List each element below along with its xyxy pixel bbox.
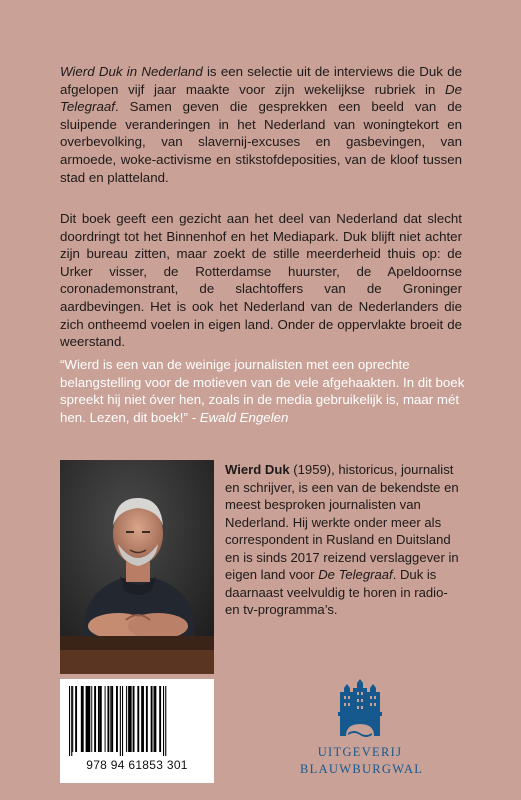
blurb-paragraph-2: Dit boek geeft een gezicht aan het deel van Nederland dat slecht doordringt tot het Binnenhof en het Mediapark. Duk blijft niet achter zijn bureau zitten, maar zoekt de stille meerderheid thuis op: de Urker visser, de Rotterdamse huurster, de Apeldoornse coronademonstrant, de slachtoffers van de Groninger aardbevingen. Het is ook het Nederland van de Nederlanders die zich ontheemd voelen in eigen land. Onder de oppervlakte broeit de weerstand. — [60, 211, 462, 350]
bio-text: (1959), historicus, journalist en schrijver, is een van de bekendste en meest besproken journalisten van Nederland. Hij werkte onder meer als correspondent in Rusland en Duitsland en is sinds 2017 reizend verslaggever in eigen land voor — [225, 462, 459, 582]
blurb-text: . Samen geven die gesprekken een beeld van de sluipende veranderingen in het Nederland van woningtekort en overbevolking, van slavernij-excuses en gasbevingen, van armoede, woke-activisme en stikstofdeposities, van de kloof tussen stad en platteland. — [60, 99, 462, 185]
author-photo — [60, 460, 214, 674]
barcode-icon — [67, 686, 207, 756]
book-title: Wierd Duk in Nederland — [60, 64, 203, 79]
author-name: Wierd Duk — [225, 462, 290, 477]
publisher-name-line-2: BLAUWBURGWAL — [300, 762, 424, 776]
isbn-number: 978 94 61853 301 — [86, 758, 188, 772]
review-quote — [60, 356, 466, 426]
bio-text: . Duk is daarnaast veelvuldig te horen in radio- en tv-programma’s. — [225, 567, 448, 617]
publisher-name-line-1: UITGEVERIJ — [317, 745, 403, 759]
author-bio — [225, 461, 461, 619]
barcode-box — [60, 679, 214, 783]
quote-attribution: - Ewald Engelen — [187, 409, 289, 425]
canal-houses-logo-icon — [338, 678, 382, 740]
author-photo-icon — [60, 460, 214, 674]
blurb-text: is een selectie uit de interviews die Duk de afgelopen vijf jaar maakte voor zijn wekelijkse rubriek in — [60, 64, 462, 97]
quote-text: “Wierd is een van de weinige journalisten met een oprechte belangstelling voor de motieven van de vele afgehaakten. In dit boek spreekt hij niet óver hen, zoals in de media gebruikelijk is, maar mét hen. Lezen, dit boek!” — [60, 357, 465, 425]
newspaper-name: De Telegraaf — [318, 567, 393, 582]
blurb-paragraph-1 — [60, 63, 462, 186]
newspaper-name: De Telegraaf — [60, 81, 462, 115]
publisher-logo — [300, 678, 424, 783]
